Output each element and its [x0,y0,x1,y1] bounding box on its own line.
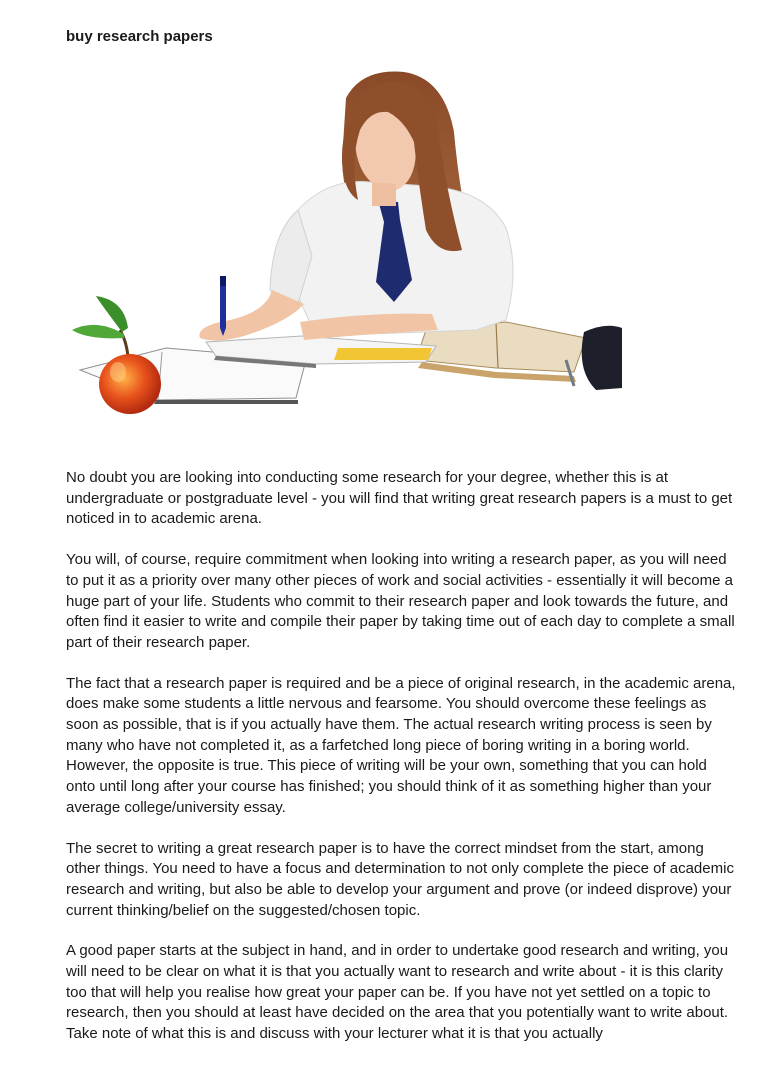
document-title: buy research papers [66,28,213,45]
paragraph: No doubt you are looking into conducting some research for your degree, whether this is at undergraduate or postgraduate level - you will find that writing great research papers is a must to get noticed in to academic arena. [66,469,733,528]
paragraph: The fact that a research paper is required and be a piece of original research, in the academic arena, does make some students a little nervous and fearsome. You should overcome these feelings as soon as possible, that is if you actually have them. The actual research writing process is seen by many who have not completed it, as a farfetched long piece of boring writing in a boring world. However, the opposite is true. This piece of writing will be your own, something that you can hold onto until long after your course has finished; you should think of it as something higher than your average college/university essay. [66,674,736,816]
paragraph: You will, of course, require commitment when looking into writing a research paper, as you will need to put it as a priority over many other pieces of work and social activities - essentially it will become a huge part of your life. Students who commit to their research paper and look towards the future, and often find it easier to write and compile their paper by taking time out of each day to complete a small part of their research paper. [66,551,735,651]
pen-icon [220,276,226,336]
student-writing-illustration [66,60,622,430]
paragraph: The secret to writing a great research paper is to have the correct mindset from the start, among other things. You need to have a focus and determination to not only complete the piece of academic research and writing, but also be able to develop your argument and prove (or indeed disprove) your current thinking/belief on the suggested/chosen topic. [66,839,734,919]
article-body [66,468,738,1065]
paragraph: A good paper starts at the subject in hand, and in order to undertake good research and writing, you will need to be clear on what it is that you actually want to research and write about - it is this clarity too that will help you realise how great your paper can be. If you have not yet settled on a topic to research, then you should at least have decided on the area that you potentially want to write about. Take note of what this is and discuss with your lecturer what it is that you actually [66,942,729,1043]
